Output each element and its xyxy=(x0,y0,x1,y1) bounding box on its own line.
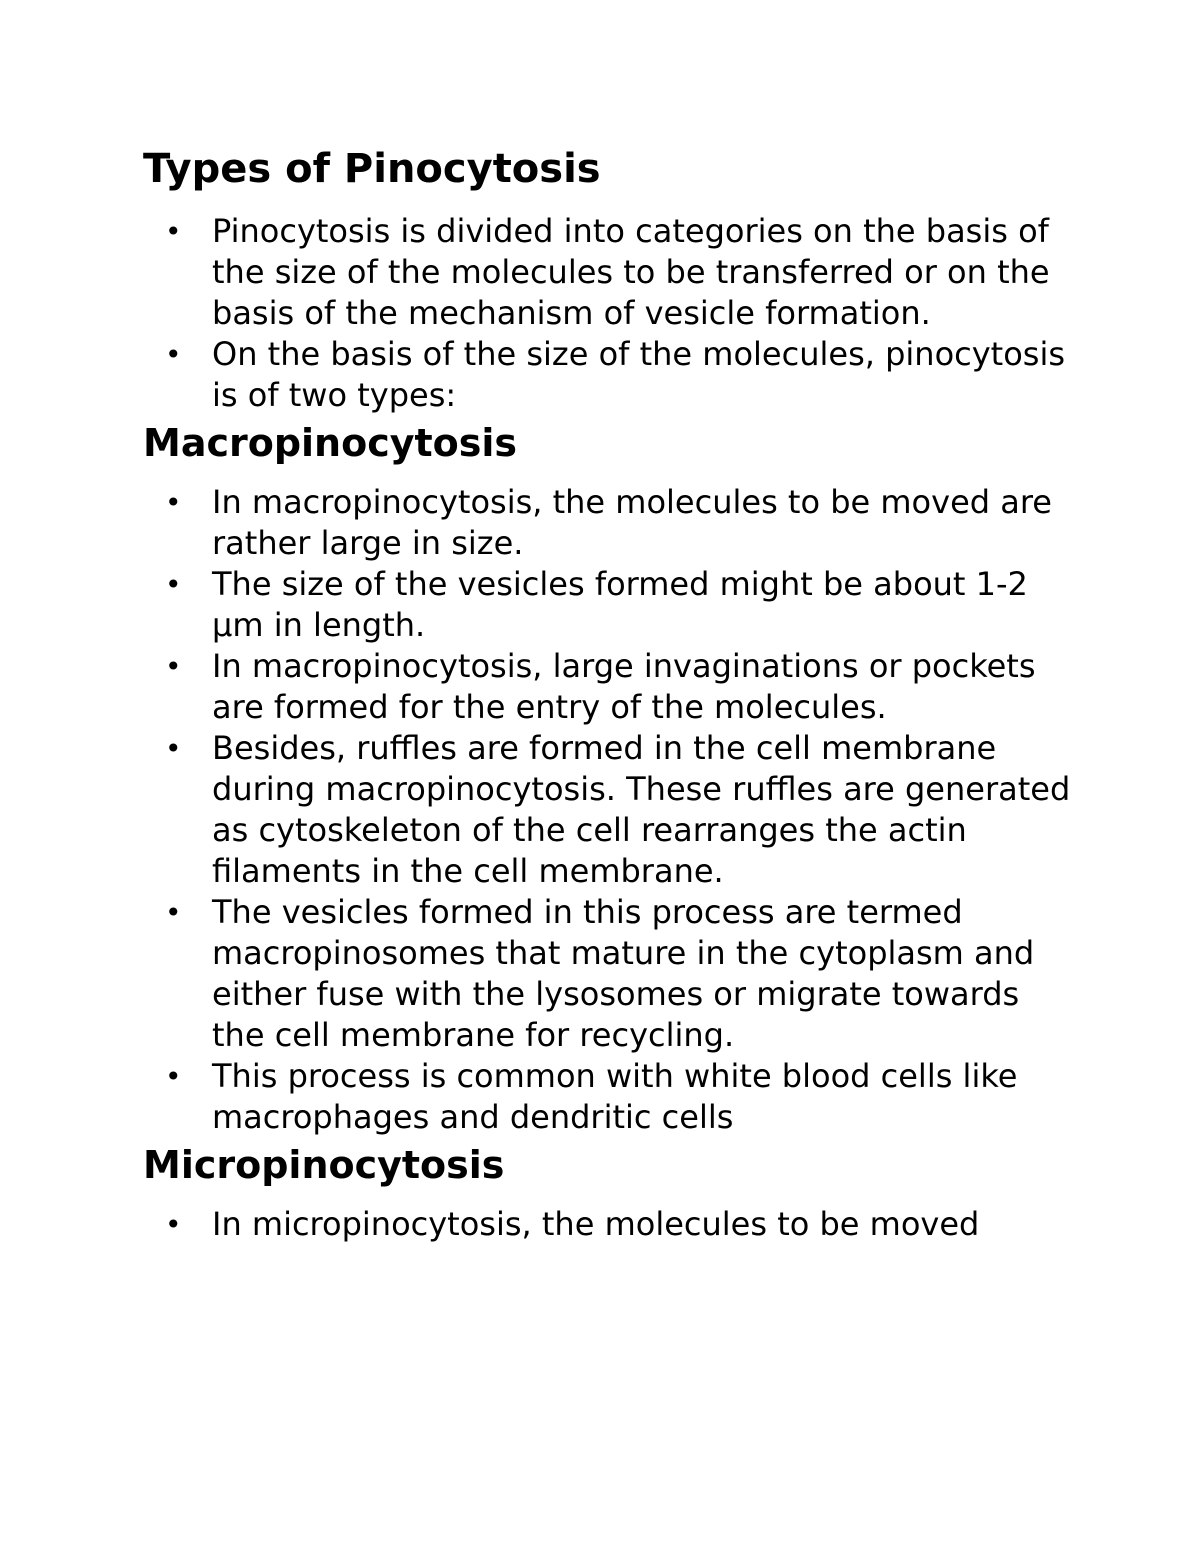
list-item-text: The size of the vesicles formed might be about 1-2 µm in length. xyxy=(212,565,1028,644)
macropinocytosis-bullet-list xyxy=(143,482,1073,1138)
list-item-text: The vesicles formed in this process are termed macropinosomes that mature in the cytoplasm and either fuse with the lysosomes or migrate towards the cell membrane for recycling. xyxy=(212,893,1035,1054)
intro-bullet-list xyxy=(143,211,1073,416)
list-item xyxy=(143,482,1073,564)
list-item xyxy=(143,728,1073,892)
bullet-icon: • xyxy=(165,896,182,929)
list-item xyxy=(143,892,1073,1056)
list-item-text: Besides, ruffles are formed in the cell membrane during macropinocytosis. These ruffles are generated as cytoskeleton of the cell rearranges the actin filaments in the cell membrane. xyxy=(212,729,1071,890)
list-item-text: In macropinocytosis, large invaginations or pockets are formed for the entry of the molecules. xyxy=(212,647,1036,726)
bullet-icon: • xyxy=(165,1208,182,1241)
micropinocytosis-bullet-list xyxy=(143,1204,1073,1245)
bullet-icon: • xyxy=(165,1060,182,1093)
bullet-icon: • xyxy=(165,215,182,248)
page-title: Types of Pinocytosis xyxy=(143,146,601,192)
list-item-text: Pinocytosis is divided into categories on the basis of the size of the molecules to be transferred or on the basis of the mechanism of vesicle formation. xyxy=(212,212,1050,332)
list-item-text: This process is common with white blood cells like macrophages and dendritic cells xyxy=(212,1057,1018,1136)
section-heading-macropinocytosis: Macropinocytosis xyxy=(143,421,518,465)
list-item xyxy=(143,211,1073,334)
list-item xyxy=(143,1056,1073,1138)
list-item-text: In micropinocytosis, the molecules to be moved xyxy=(212,1205,980,1243)
bullet-icon: • xyxy=(165,486,182,519)
bullet-icon: • xyxy=(165,732,182,765)
list-item xyxy=(143,646,1073,728)
bullet-icon: • xyxy=(165,568,182,601)
list-item-text: In macropinocytosis, the molecules to be moved are rather large in size. xyxy=(212,483,1052,562)
document-page xyxy=(143,143,1073,1245)
list-item-text: On the basis of the size of the molecules, pinocytosis is of two types: xyxy=(212,335,1066,414)
bullet-icon: • xyxy=(165,338,182,371)
list-item xyxy=(143,334,1073,416)
list-item xyxy=(143,564,1073,646)
bullet-icon: • xyxy=(165,650,182,683)
list-item xyxy=(143,1204,1073,1245)
section-heading-micropinocytosis: Micropinocytosis xyxy=(143,1143,505,1187)
